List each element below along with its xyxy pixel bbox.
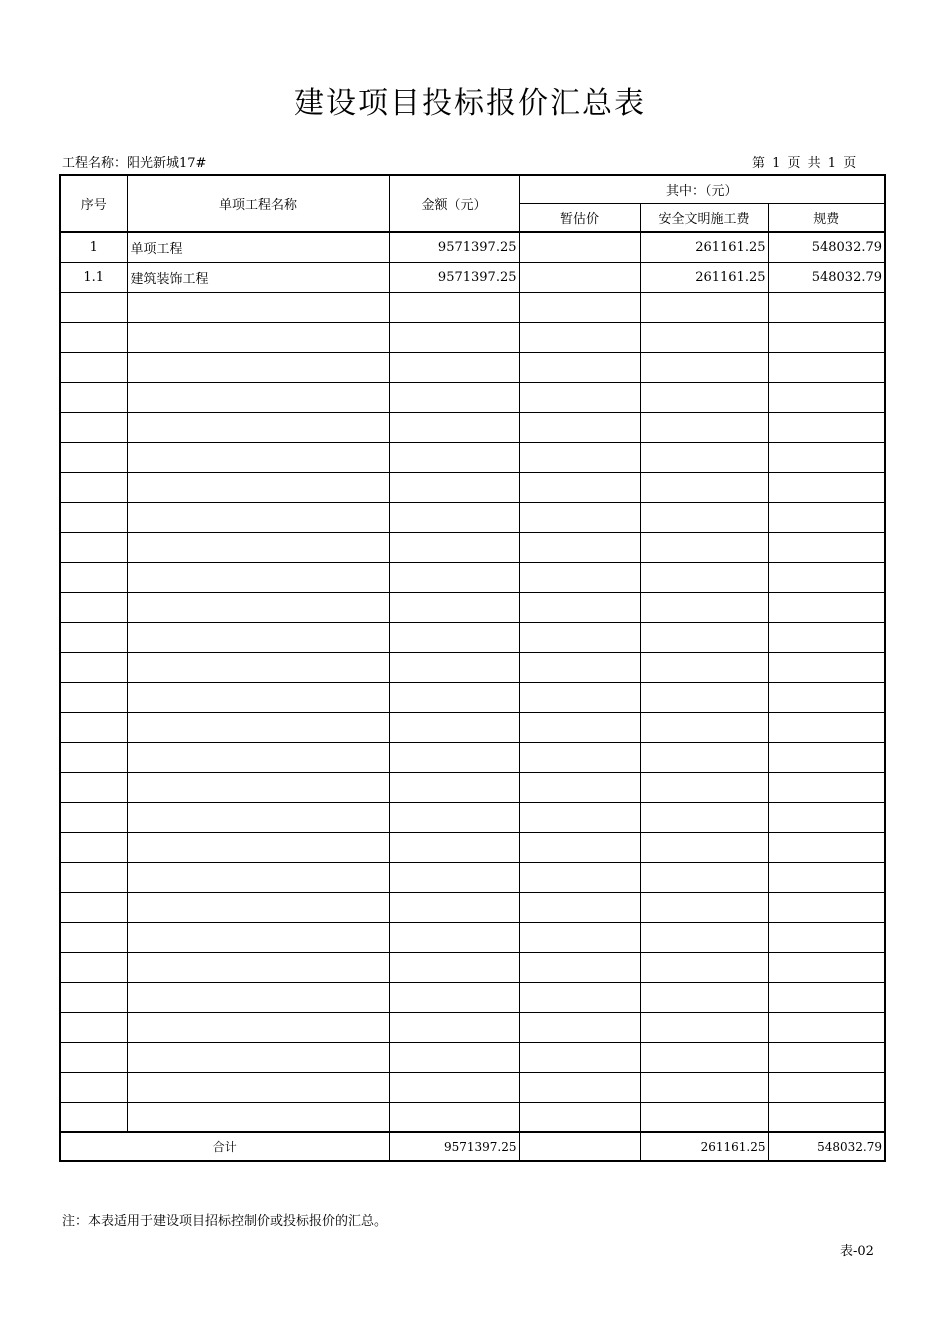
empty-cell xyxy=(640,502,768,532)
empty-cell xyxy=(768,832,885,862)
empty-cell xyxy=(127,1072,389,1102)
empty-row xyxy=(60,652,885,682)
empty-cell xyxy=(127,502,389,532)
empty-cell xyxy=(640,922,768,952)
total-row xyxy=(60,1132,885,1161)
empty-row xyxy=(60,502,885,532)
empty-cell xyxy=(640,412,768,442)
empty-cell xyxy=(640,712,768,742)
empty-cell xyxy=(519,382,640,412)
empty-cell xyxy=(640,382,768,412)
page-title: 建设项目投标报价汇总表 xyxy=(294,86,646,121)
empty-cell xyxy=(640,862,768,892)
empty-cell xyxy=(519,832,640,862)
empty-cell xyxy=(60,592,127,622)
empty-row xyxy=(60,322,885,352)
empty-cell xyxy=(519,1072,640,1102)
header-item-name: 单项工程名称 xyxy=(127,175,389,232)
empty-cell xyxy=(640,1072,768,1102)
empty-cell xyxy=(640,802,768,832)
empty-cell xyxy=(768,712,885,742)
empty-cell xyxy=(60,892,127,922)
empty-row xyxy=(60,892,885,922)
empty-cell xyxy=(389,1102,519,1132)
empty-cell xyxy=(389,532,519,562)
empty-cell xyxy=(127,742,389,772)
empty-cell xyxy=(519,682,640,712)
empty-row xyxy=(60,682,885,712)
empty-cell xyxy=(389,1072,519,1102)
empty-cell xyxy=(519,922,640,952)
header-provisional: 暂估价 xyxy=(519,204,640,233)
empty-row xyxy=(60,442,885,472)
empty-cell xyxy=(60,922,127,952)
header-fees: 规费 xyxy=(768,204,885,233)
empty-cell xyxy=(60,1072,127,1102)
empty-cell xyxy=(640,322,768,352)
header-amount: 金额（元） xyxy=(389,175,519,232)
row-seq: 1.1 xyxy=(60,262,127,292)
empty-cell xyxy=(127,832,389,862)
row-name: 单项工程 xyxy=(127,232,389,262)
empty-row xyxy=(60,592,885,622)
empty-cell xyxy=(389,1042,519,1072)
empty-cell xyxy=(640,352,768,382)
empty-cell xyxy=(60,622,127,652)
empty-row xyxy=(60,802,885,832)
empty-cell xyxy=(60,502,127,532)
empty-cell xyxy=(127,442,389,472)
empty-cell xyxy=(60,862,127,892)
empty-cell xyxy=(389,382,519,412)
empty-cell xyxy=(519,1042,640,1072)
empty-cell xyxy=(60,832,127,862)
empty-cell xyxy=(768,472,885,502)
empty-cell xyxy=(127,712,389,742)
empty-cell xyxy=(389,322,519,352)
empty-cell xyxy=(768,442,885,472)
empty-cell xyxy=(127,772,389,802)
empty-cell xyxy=(60,652,127,682)
empty-cell xyxy=(519,802,640,832)
empty-cell xyxy=(60,292,127,322)
empty-row xyxy=(60,952,885,982)
empty-cell xyxy=(768,352,885,382)
empty-row xyxy=(60,532,885,562)
empty-cell xyxy=(127,322,389,352)
header-seq: 序号 xyxy=(60,175,127,232)
empty-cell xyxy=(519,952,640,982)
empty-cell xyxy=(519,562,640,592)
empty-cell xyxy=(389,742,519,772)
empty-cell xyxy=(389,1012,519,1042)
empty-cell xyxy=(519,622,640,652)
empty-cell xyxy=(127,382,389,412)
empty-cell xyxy=(60,772,127,802)
summary-table xyxy=(59,174,886,1162)
empty-cell xyxy=(519,322,640,352)
empty-cell xyxy=(389,802,519,832)
empty-cell xyxy=(768,982,885,1012)
empty-cell xyxy=(389,682,519,712)
empty-cell xyxy=(127,592,389,622)
table-body xyxy=(60,232,885,1132)
row-seq: 1 xyxy=(60,232,127,262)
empty-cell xyxy=(519,592,640,622)
empty-cell xyxy=(640,952,768,982)
empty-cell xyxy=(519,442,640,472)
empty-cell xyxy=(127,532,389,562)
row-provisional xyxy=(519,262,640,292)
empty-cell xyxy=(389,982,519,1012)
empty-cell xyxy=(60,382,127,412)
footnote: 注：本表适用于建设项目招标控制价或投标报价的汇总。 xyxy=(62,1214,388,1229)
total-provisional xyxy=(519,1132,640,1161)
empty-cell xyxy=(389,652,519,682)
empty-cell xyxy=(768,802,885,832)
empty-cell xyxy=(389,472,519,502)
empty-cell xyxy=(389,922,519,952)
empty-cell xyxy=(127,472,389,502)
empty-cell xyxy=(768,952,885,982)
empty-row xyxy=(60,472,885,502)
empty-row xyxy=(60,862,885,892)
empty-row xyxy=(60,922,885,952)
empty-cell xyxy=(389,892,519,922)
row-safety: 261161.25 xyxy=(640,232,768,262)
empty-cell xyxy=(127,292,389,322)
empty-cell xyxy=(519,982,640,1012)
empty-cell xyxy=(640,772,768,802)
empty-cell xyxy=(768,772,885,802)
empty-cell xyxy=(640,622,768,652)
row-amount: 9571397.25 xyxy=(389,232,519,262)
form-code: 表-02 xyxy=(840,1244,874,1259)
empty-row xyxy=(60,292,885,322)
empty-cell xyxy=(768,562,885,592)
empty-cell xyxy=(127,562,389,592)
empty-cell xyxy=(768,892,885,922)
empty-cell xyxy=(768,412,885,442)
empty-cell xyxy=(389,772,519,802)
empty-cell xyxy=(389,952,519,982)
header-safety: 安全文明施工费 xyxy=(640,204,768,233)
empty-cell xyxy=(127,352,389,382)
empty-cell xyxy=(640,682,768,712)
empty-cell xyxy=(640,532,768,562)
empty-cell xyxy=(127,982,389,1012)
empty-cell xyxy=(640,1012,768,1042)
empty-cell xyxy=(60,952,127,982)
empty-cell xyxy=(519,892,640,922)
row-amount: 9571397.25 xyxy=(389,262,519,292)
table-row xyxy=(60,262,885,292)
empty-cell xyxy=(519,412,640,442)
empty-cell xyxy=(768,1072,885,1102)
empty-cell xyxy=(60,682,127,712)
empty-cell xyxy=(389,292,519,322)
empty-row xyxy=(60,412,885,442)
project-name: 工程名称：阳光新城17# xyxy=(62,156,207,171)
empty-cell xyxy=(389,622,519,652)
empty-cell xyxy=(640,562,768,592)
empty-cell xyxy=(60,352,127,382)
empty-cell xyxy=(127,1042,389,1072)
empty-cell xyxy=(60,322,127,352)
empty-cell xyxy=(519,292,640,322)
empty-cell xyxy=(768,532,885,562)
empty-cell xyxy=(519,1012,640,1042)
empty-cell xyxy=(768,862,885,892)
empty-cell xyxy=(519,862,640,892)
empty-cell xyxy=(519,352,640,382)
empty-cell xyxy=(60,472,127,502)
empty-cell xyxy=(768,742,885,772)
empty-cell xyxy=(640,442,768,472)
empty-cell xyxy=(640,982,768,1012)
empty-cell xyxy=(389,442,519,472)
empty-row xyxy=(60,772,885,802)
empty-cell xyxy=(640,892,768,922)
empty-cell xyxy=(127,1102,389,1132)
empty-cell xyxy=(768,1012,885,1042)
empty-cell xyxy=(768,322,885,352)
empty-cell xyxy=(60,532,127,562)
empty-cell xyxy=(389,502,519,532)
empty-row xyxy=(60,742,885,772)
empty-cell xyxy=(768,652,885,682)
row-name: 建筑装饰工程 xyxy=(127,262,389,292)
empty-row xyxy=(60,712,885,742)
empty-cell xyxy=(640,592,768,622)
empty-cell xyxy=(519,712,640,742)
empty-cell xyxy=(127,952,389,982)
empty-cell xyxy=(640,742,768,772)
total-fees: 548032.79 xyxy=(768,1132,885,1161)
empty-cell xyxy=(768,592,885,622)
empty-cell xyxy=(60,982,127,1012)
empty-cell xyxy=(127,622,389,652)
empty-row xyxy=(60,1012,885,1042)
empty-cell xyxy=(60,442,127,472)
page-info: 第 1 页 共 1 页 xyxy=(752,156,857,171)
empty-cell xyxy=(127,892,389,922)
table-row xyxy=(60,232,885,262)
empty-cell xyxy=(127,922,389,952)
row-fees: 548032.79 xyxy=(768,262,885,292)
empty-cell xyxy=(768,382,885,412)
empty-cell xyxy=(389,562,519,592)
empty-cell xyxy=(768,1042,885,1072)
empty-row xyxy=(60,982,885,1012)
empty-row xyxy=(60,562,885,592)
empty-cell xyxy=(60,712,127,742)
empty-cell xyxy=(640,1102,768,1132)
row-provisional xyxy=(519,232,640,262)
empty-cell xyxy=(519,1102,640,1132)
empty-cell xyxy=(519,532,640,562)
empty-row xyxy=(60,382,885,412)
empty-cell xyxy=(127,682,389,712)
empty-cell xyxy=(519,742,640,772)
empty-cell xyxy=(519,502,640,532)
empty-cell xyxy=(640,832,768,862)
empty-cell xyxy=(127,412,389,442)
empty-cell xyxy=(389,862,519,892)
empty-cell xyxy=(768,622,885,652)
empty-cell xyxy=(60,1042,127,1072)
empty-row xyxy=(60,832,885,862)
empty-cell xyxy=(640,1042,768,1072)
total-label: 合计 xyxy=(60,1132,389,1161)
empty-cell xyxy=(768,502,885,532)
empty-cell xyxy=(127,1012,389,1042)
row-fees: 548032.79 xyxy=(768,232,885,262)
empty-cell xyxy=(127,802,389,832)
empty-cell xyxy=(127,862,389,892)
total-safety: 261161.25 xyxy=(640,1132,768,1161)
empty-row xyxy=(60,1072,885,1102)
empty-cell xyxy=(60,1012,127,1042)
empty-cell xyxy=(519,772,640,802)
empty-cell xyxy=(60,412,127,442)
empty-cell xyxy=(60,802,127,832)
empty-cell xyxy=(60,742,127,772)
empty-cell xyxy=(768,922,885,952)
empty-cell xyxy=(768,292,885,322)
empty-cell xyxy=(389,832,519,862)
empty-cell xyxy=(389,352,519,382)
empty-cell xyxy=(127,652,389,682)
empty-cell xyxy=(640,652,768,682)
empty-cell xyxy=(640,472,768,502)
empty-cell xyxy=(389,592,519,622)
row-safety: 261161.25 xyxy=(640,262,768,292)
empty-cell xyxy=(768,682,885,712)
empty-row xyxy=(60,352,885,382)
empty-cell xyxy=(519,472,640,502)
empty-row xyxy=(60,1042,885,1072)
empty-cell xyxy=(389,412,519,442)
empty-cell xyxy=(768,1102,885,1132)
empty-cell xyxy=(389,712,519,742)
empty-cell xyxy=(519,652,640,682)
empty-cell xyxy=(640,292,768,322)
empty-cell xyxy=(60,1102,127,1132)
header-of-which: 其中：（元） xyxy=(519,175,885,204)
total-amount: 9571397.25 xyxy=(389,1132,519,1161)
empty-cell xyxy=(60,562,127,592)
empty-row xyxy=(60,1102,885,1132)
empty-row xyxy=(60,622,885,652)
